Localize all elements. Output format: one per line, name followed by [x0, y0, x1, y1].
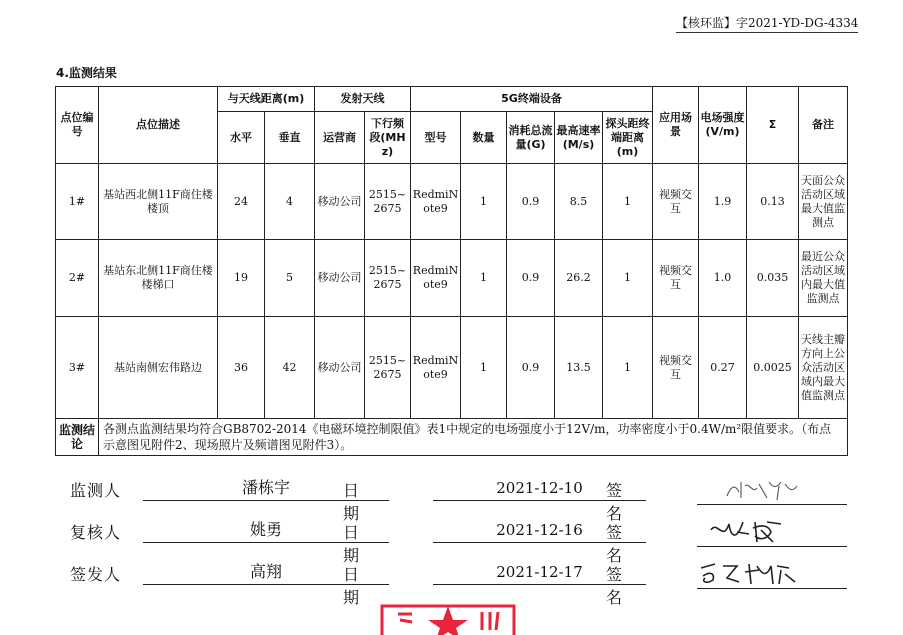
cell-application: 视频交互 [653, 317, 699, 419]
signature-row-reviewer [70, 516, 860, 565]
role-label: 签发人 [70, 565, 122, 584]
cell-horizontal: 36 [218, 317, 265, 419]
cell-max-speed: 26.2 [555, 240, 603, 317]
cell-traffic: 0.9 [507, 317, 555, 419]
cell-field-strength: 1.9 [699, 164, 747, 240]
cell-probe-distance: 1 [603, 164, 653, 240]
cell-downlink: 2515~2675 [365, 240, 411, 317]
header-probe-distance: 探头距终端距离(m) [603, 112, 653, 164]
signature-image-issuer [697, 558, 847, 589]
header-quantity: 数量 [461, 112, 507, 164]
header-vertical: 垂直 [265, 112, 315, 164]
role-label: 监测人 [70, 481, 122, 500]
date-label: 日 期 [343, 565, 368, 607]
cell-horizontal: 19 [218, 240, 265, 317]
cell-traffic: 0.9 [507, 164, 555, 240]
cell-remarks: 天面公众活动区域最大值监测点 [799, 164, 848, 240]
header-traffic: 消耗总流量(G) [507, 112, 555, 164]
date-value: 2021-12-16 [433, 516, 646, 543]
date-label: 日 期 [343, 523, 368, 565]
header-model: 型号 [411, 112, 461, 164]
cell-no: 1# [56, 164, 99, 240]
header-row-1 [56, 87, 848, 112]
header-remarks: 备注 [799, 87, 848, 164]
signature-image-monitor [697, 474, 847, 505]
results-table [55, 86, 848, 456]
cell-vertical: 42 [265, 317, 315, 419]
cell-application: 视频交互 [653, 240, 699, 317]
date-value: 2021-12-10 [433, 474, 646, 501]
cell-vertical: 5 [265, 240, 315, 317]
conclusion-row [56, 419, 848, 456]
cell-remarks: 最近公众活动区域内最大值监测点 [799, 240, 848, 317]
signature-image-reviewer [697, 516, 847, 547]
role-name: 高翔 [143, 558, 389, 585]
conclusion-label: 监测结论 [56, 419, 99, 456]
cell-quantity: 1 [461, 240, 507, 317]
table-row [56, 164, 848, 240]
header-max-speed: 最高速率(M/s) [555, 112, 603, 164]
cell-operator: 移动公司 [315, 164, 365, 240]
cell-model: RedmiNote9 [411, 164, 461, 240]
date-value: 2021-12-17 [433, 558, 646, 585]
header-antenna: 发射天线 [315, 87, 411, 112]
cell-model: RedmiNote9 [411, 240, 461, 317]
cell-horizontal: 24 [218, 164, 265, 240]
cell-probe-distance: 1 [603, 240, 653, 317]
cell-operator: 移动公司 [315, 317, 365, 419]
header-point-desc: 点位描述 [99, 87, 218, 164]
cell-downlink: 2515~2675 [365, 317, 411, 419]
table-row [56, 240, 848, 317]
cell-field-strength: 0.27 [699, 317, 747, 419]
cell-desc: 基站南侧宏伟路边 [99, 317, 218, 419]
header-point-no: 点位编号 [56, 87, 99, 164]
cell-probe-distance: 1 [603, 317, 653, 419]
header-sigma: Σ [747, 87, 799, 164]
sign-label: 签 名 [606, 565, 631, 607]
sign-label: 签 名 [606, 523, 631, 565]
conclusion-text: 各测点监测结果均符合GB8702-2014《电磁环境控制限值》表1中规定的电场强度小于12V/m，功率密度小于0.4W/m²限值要求。（布点示意图见附件2、现场照片及频谱图见附件3）。 [99, 419, 848, 456]
cell-operator: 移动公司 [315, 240, 365, 317]
cell-downlink: 2515~2675 [365, 164, 411, 240]
header-distance: 与天线距离(m) [218, 87, 315, 112]
cell-quantity: 1 [461, 317, 507, 419]
header-field-strength: 电场强度(V/m) [699, 87, 747, 164]
cell-sigma: 0.035 [747, 240, 799, 317]
role-label: 复核人 [70, 523, 122, 542]
cell-sigma: 0.0025 [747, 317, 799, 419]
section-title: 4.监测结果 [56, 66, 117, 80]
header-terminal: 5G终端设备 [411, 87, 653, 112]
cell-sigma: 0.13 [747, 164, 799, 240]
signature-row-monitor [70, 474, 860, 523]
header-horizontal: 水平 [218, 112, 265, 164]
cell-traffic: 0.9 [507, 240, 555, 317]
cell-model: RedmiNote9 [411, 317, 461, 419]
official-seal-icon [378, 600, 518, 635]
header-downlink: 下行频段(MHz) [365, 112, 411, 164]
cell-max-speed: 8.5 [555, 164, 603, 240]
header-application: 应用场景 [653, 87, 699, 164]
sign-label: 签 名 [606, 481, 631, 523]
date-label: 日 期 [343, 481, 368, 523]
role-name: 姚勇 [143, 516, 389, 543]
cell-desc: 基站西北侧11F商住楼楼顶 [99, 164, 218, 240]
cell-no: 3# [56, 317, 99, 419]
cell-remarks: 天线主瓣方向上公众活动区域内最大值监测点 [799, 317, 848, 419]
cell-field-strength: 1.0 [699, 240, 747, 317]
header-operator: 运营商 [315, 112, 365, 164]
cell-max-speed: 13.5 [555, 317, 603, 419]
cell-no: 2# [56, 240, 99, 317]
signature-row-issuer [70, 558, 860, 607]
document-number: 【核环监】字2021-YD-DG-4334 [676, 14, 858, 33]
cell-desc: 基站东北侧11F商住楼楼梯口 [99, 240, 218, 317]
cell-quantity: 1 [461, 164, 507, 240]
cell-vertical: 4 [265, 164, 315, 240]
table-row [56, 317, 848, 419]
cell-application: 视频交互 [653, 164, 699, 240]
role-name: 潘栋宇 [143, 474, 389, 501]
